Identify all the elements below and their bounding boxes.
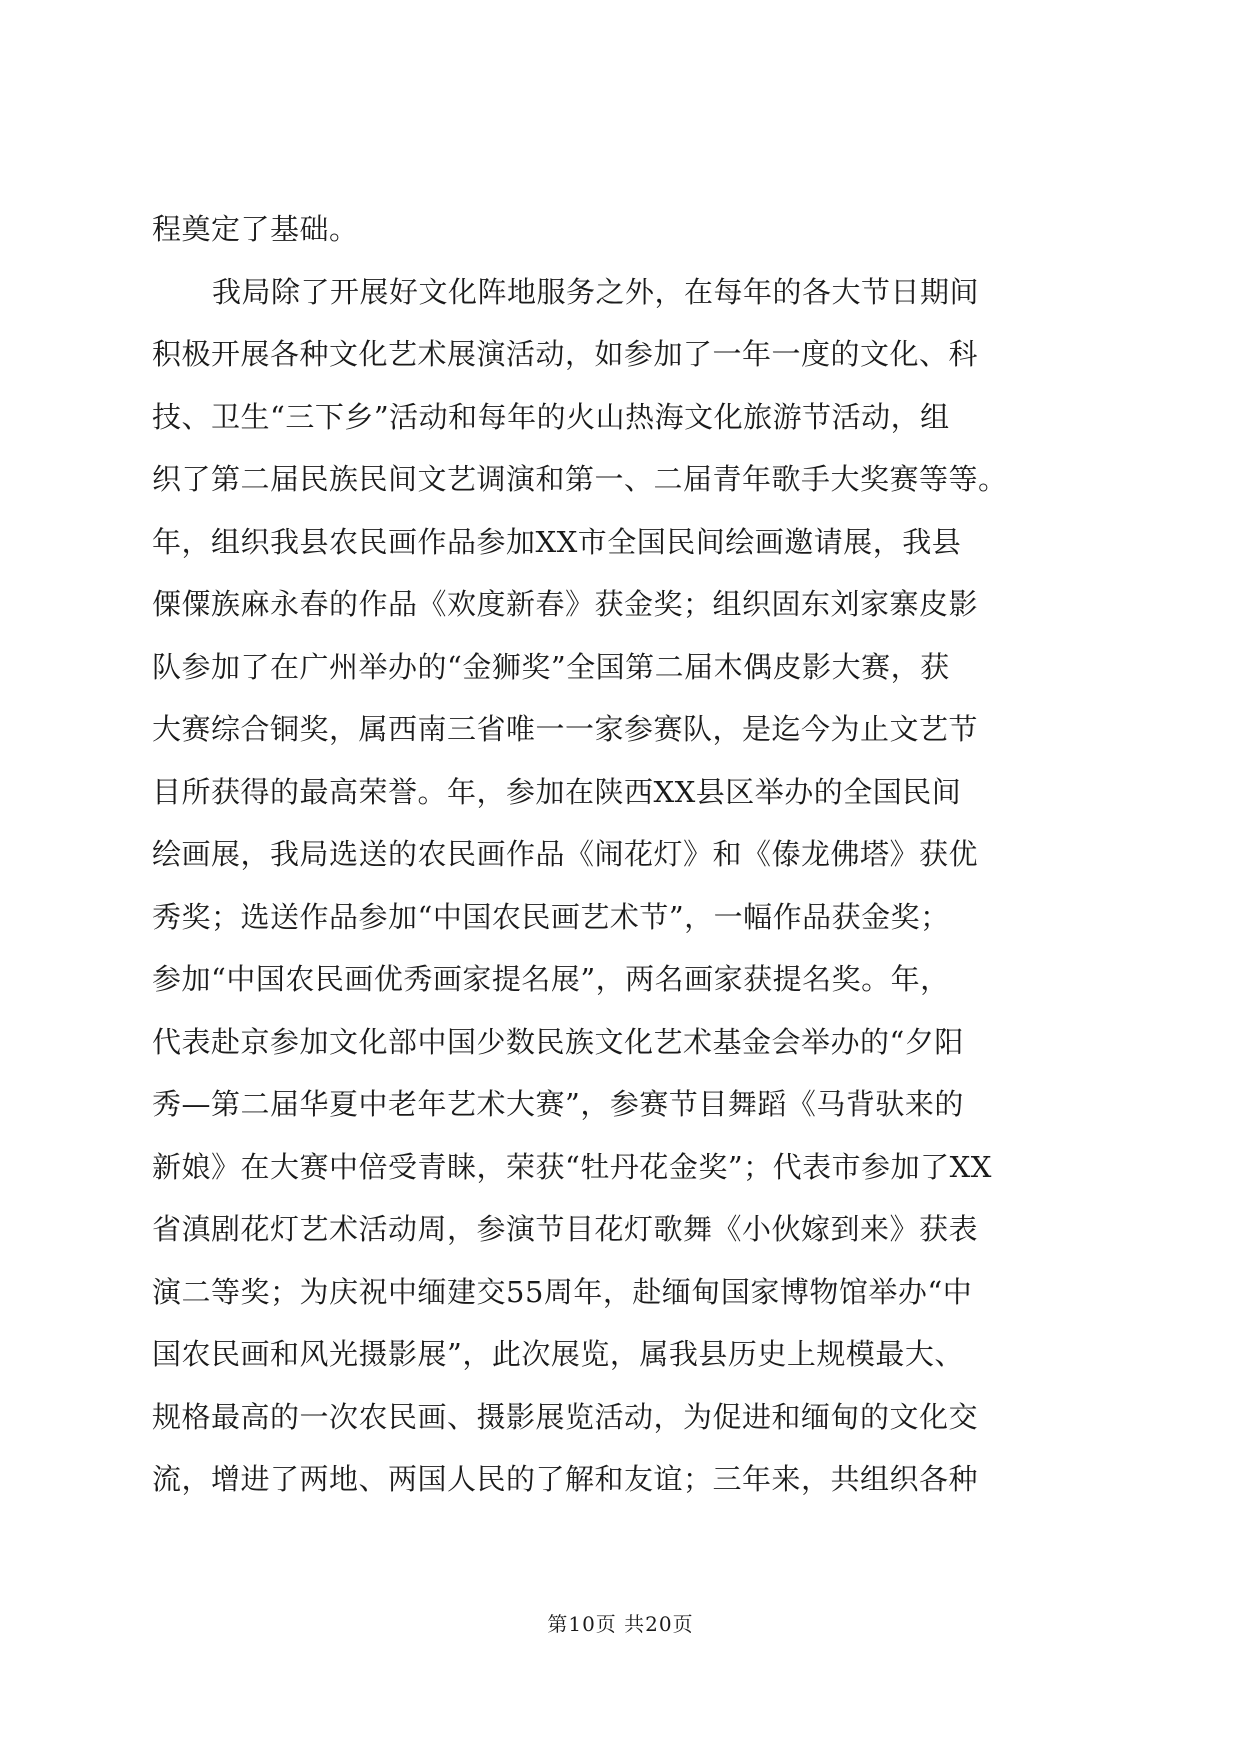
text-line: 秀奖；选送作品参加“中国农民画艺术节”，一幅作品获金奖；: [152, 899, 950, 934]
text-line: 规格最高的一次农民画、摄影展览活动，为促进和缅甸的文化交: [152, 1399, 979, 1434]
text-line: 傈僳族麻永春的作品《欢度新春》获金奖；组织固东刘家寨皮影: [152, 587, 979, 621]
text-line: 流，增进了两地、两国人民的了解和友谊；三年来，共组织各种: [152, 1462, 979, 1496]
text-line: 代表赴京参加文化部中国少数民族文化艺术基金会举办的“夕阳: [152, 1024, 964, 1059]
text-line: 国农民画和风光摄影展”，此次展览，属我县历史上规模最大、: [152, 1337, 964, 1371]
paragraph-first-line: 我局除了开展好文化阵地服务之外，在每年的各大节日期间: [212, 274, 980, 309]
body-text: [152, 198, 1100, 1511]
text-line: 程奠定了基础。: [152, 212, 359, 246]
text-line: 省滇剧花灯艺术活动周，参演节目花灯歌舞《小伙嫁到来》获表: [152, 1212, 979, 1246]
text-line: 大赛综合铜奖，属西南三省唯一一家参赛队，是迄今为止文艺节: [152, 712, 979, 746]
text-line: 演二等奖；为庆祝中缅建交55周年，赴缅甸国家博物馆举办“中: [152, 1274, 973, 1309]
text-line: 参加“中国农民画优秀画家提名展”，两名画家获提名奖。年，: [152, 962, 950, 996]
text-line: 绘画展，我局选送的农民画作品《闹花灯》和《傣龙佛塔》获优: [152, 837, 979, 871]
text-line: 目所获得的最高荣誉。年，参加在陕西XX县区举办的全国民间: [152, 774, 962, 809]
text-line: 队参加了在广州举办的“金狮奖”全国第二届木偶皮影大赛，获: [152, 649, 950, 684]
text-line: 技、卫生“三下乡”活动和每年的火山热海文化旅游节活动，组: [152, 399, 950, 434]
page-number-footer: 第10页 共20页: [547, 1612, 694, 1636]
text-line: 年，组织我县农民画作品参加XX市全国民间绘画邀请展，我县: [152, 524, 962, 559]
text-line: 秀—第二届华夏中老年艺术大赛”，参赛节目舞蹈《马背驮来的: [152, 1087, 964, 1121]
text-line: 新娘》在大赛中倍受青睐，荣获“牡丹花金奖”；代表市参加了XX: [152, 1149, 992, 1184]
text-line: 织了第二届民族民间文艺调演和第一、二届青年歌手大奖赛等等。: [152, 462, 1008, 496]
text-line: 积极开展各种文化艺术展演活动，如参加了一年一度的文化、科: [152, 337, 979, 371]
